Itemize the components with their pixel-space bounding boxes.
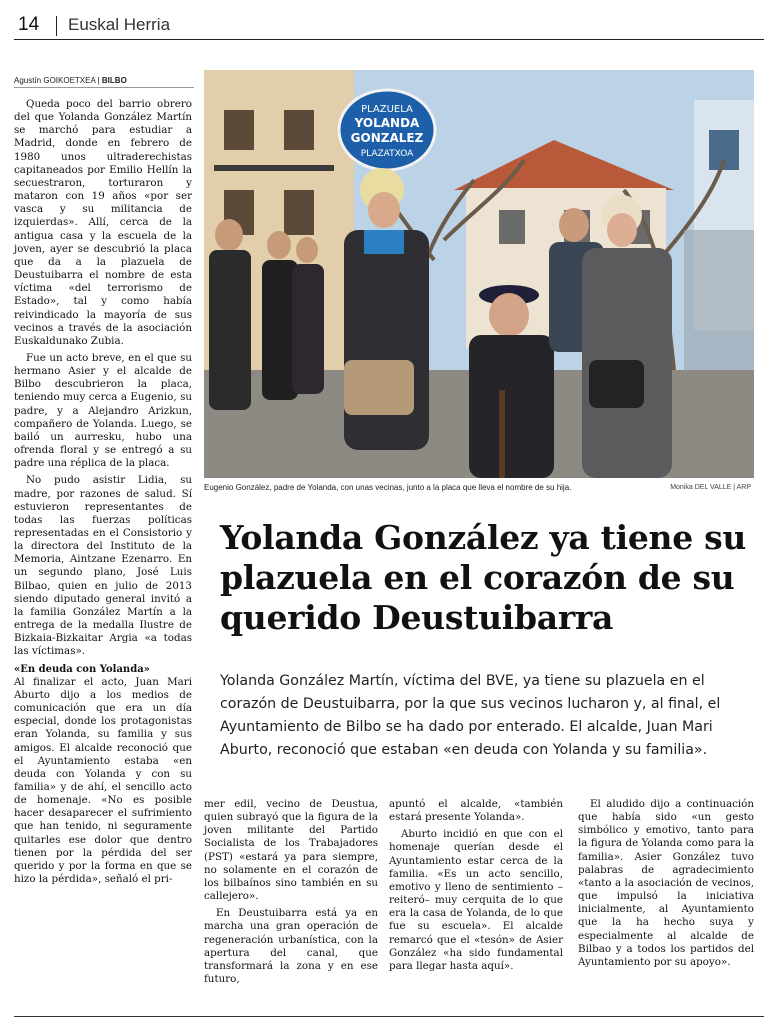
headline: Yolanda González ya tiene su plazuela en el corazón de su querido Deustuibarra bbox=[220, 518, 747, 637]
paragraph: apuntó el alcalde, «también estará presente Yolanda». bbox=[389, 798, 563, 824]
sign-text-2: YOLANDA bbox=[354, 116, 420, 130]
paragraph: No pudo asistir Lidia, su madre, por razones de salud. Sí estuvieron representantes de todas las fuerzas políticas representadas en el Consistorio y la directora del Instituto de la Memoria, Aintzane Ezenarro. En un segundo plano, José Luis Bilbao, quien en julio de 2013 siendo diputado general invitó a la familia González Martín a la entrega de la medalla Ilustre de Bizkaia-Bizkaitar Argia «a todas las víctimas». bbox=[14, 474, 192, 658]
article-column-4 bbox=[578, 798, 754, 973]
byline-location: BILBO bbox=[101, 76, 127, 85]
sign-text-1: PLAZUELA bbox=[361, 104, 413, 115]
sign-text-4: PLAZATXOA bbox=[360, 149, 414, 159]
paragraph: Fue un acto breve, en el que su hermano Asier y el alcalde de Bilbo descubrieron la placa, teniendo muy cerca a Eugenio, su padre, y a Alejandro Arizkun, compañero de Yolanda. Luego, se bailó un aurresku, hubo una ofrenda floral y se entregó a su padre una réplica de la placa. bbox=[14, 351, 192, 470]
paragraph: En Deustuibarra está ya en marcha una gran operación de regeneración urbanística, con la apertura del canal, que transformará la zona y en ese futuro, bbox=[204, 907, 378, 986]
header-divider bbox=[56, 16, 57, 36]
article-column-1 bbox=[14, 98, 192, 890]
paragraph: Aburto incidió en que con el homenaje querían desde el Ayuntamiento estar cerca de la familia. «Es un acto sencillo, emotivo y lleno de sentimiento –reiteró– muy cerquita de lo que era la casa de Yolanda, de lo que fue su escuela». El alcalde remarcó que el «tesón» de Asier González «ha sido fundamental para llegar hasta aquí». bbox=[389, 828, 563, 972]
paragraph: Al finalizar el acto, Juan Mari Aburto dijo a los medios de comunicación que era un día especial, donde los protagonistas eran Yolanda, su familia y sus amigos. El alcalde reconoció que el Ayuntamiento estaba «en deuda con Yolanda y con su familia» y de ahí, el sencillo acto de homenaje. «No es posible hacer desaparecer el sufrimiento que han tenido, ni seguramente quitarles ese dolor que dentro tienen por la pérdida del ser querido y por la forma en que se hizo la pérdida», señaló el pri- bbox=[14, 675, 192, 886]
lead-paragraph: Yolanda González Martín, víctima del BVE, ya tiene su plazuela en el corazón de Deustuibarra, por la que sus vecinos lucharon y, al final, el Ayuntamiento de Bilbo se ha dado por enterado. El alcalde, Juan Mari Aburto, reconoció que estaban «en deuda con Yolanda y su familia». bbox=[220, 673, 721, 758]
byline-author: Agustín GOIKOETXEA bbox=[14, 76, 96, 85]
article-column-2 bbox=[204, 798, 378, 990]
byline: Agustín GOIKOETXEA | BILBO bbox=[14, 76, 194, 88]
article-photo bbox=[204, 70, 754, 478]
photo-credit: Monika DEL VALLE | ARP bbox=[670, 484, 751, 491]
sign-text-3: GONZALEZ bbox=[350, 131, 424, 145]
paragraph: mer edil, vecino de Deustua, quien subrayó que la figura de la joven militante del Partido Socialista de los Trabajadores (PST) «estará ya para siempre, no solamente en el corazón de los bilbaínos sino también en su callejero». bbox=[204, 798, 378, 903]
footer-rule bbox=[14, 1016, 764, 1017]
paragraph: Queda poco del barrio obrero del que Yolanda González Martín se marchó para estudiar a Madrid, donde en febrero de 1980 unos ultraderechistas capitaneados por Emilio Hellín la secuestraron, torturaron y mataron con 19 años «por ser vasca y su militancia de izquierdas». Allí, cerca de la antigua casa y la escuela de la joven, ayer se descubrió la placa que da a la plazuela de Deustuibarra el nombre de esta víctima «del terrorismo de Estado», tal y como había reivindicado la mayoría de sus vecinos a través de la asociación Euskaldunako Zubia. bbox=[14, 98, 192, 347]
subheading: «En deuda con Yolanda» bbox=[14, 663, 150, 675]
paragraph: El aludido dijo a continuación que había sido «un gesto simbólico y emotivo, tanto para la figura de Yolanda como para la familia». Asier González tuvo palabras de agradecimiento «tanto a la asociación de vecinos, que impulsó la iniciativa inicialmente, al Ayuntamiento que la ha hecho suya y especialmente al alcalde de Bilbao y a todos los partidos del Ayuntamiento por su apoyo». bbox=[578, 798, 754, 968]
photo-caption: Eugenio González, padre de Yolanda, con unas vecinas, junto a la placa que lleva el nombre de su hija. bbox=[204, 483, 572, 492]
article-column-3 bbox=[389, 798, 563, 977]
page-number: 14 bbox=[18, 14, 40, 35]
page-header bbox=[14, 10, 764, 40]
section-name: Euskal Herria bbox=[68, 15, 171, 34]
